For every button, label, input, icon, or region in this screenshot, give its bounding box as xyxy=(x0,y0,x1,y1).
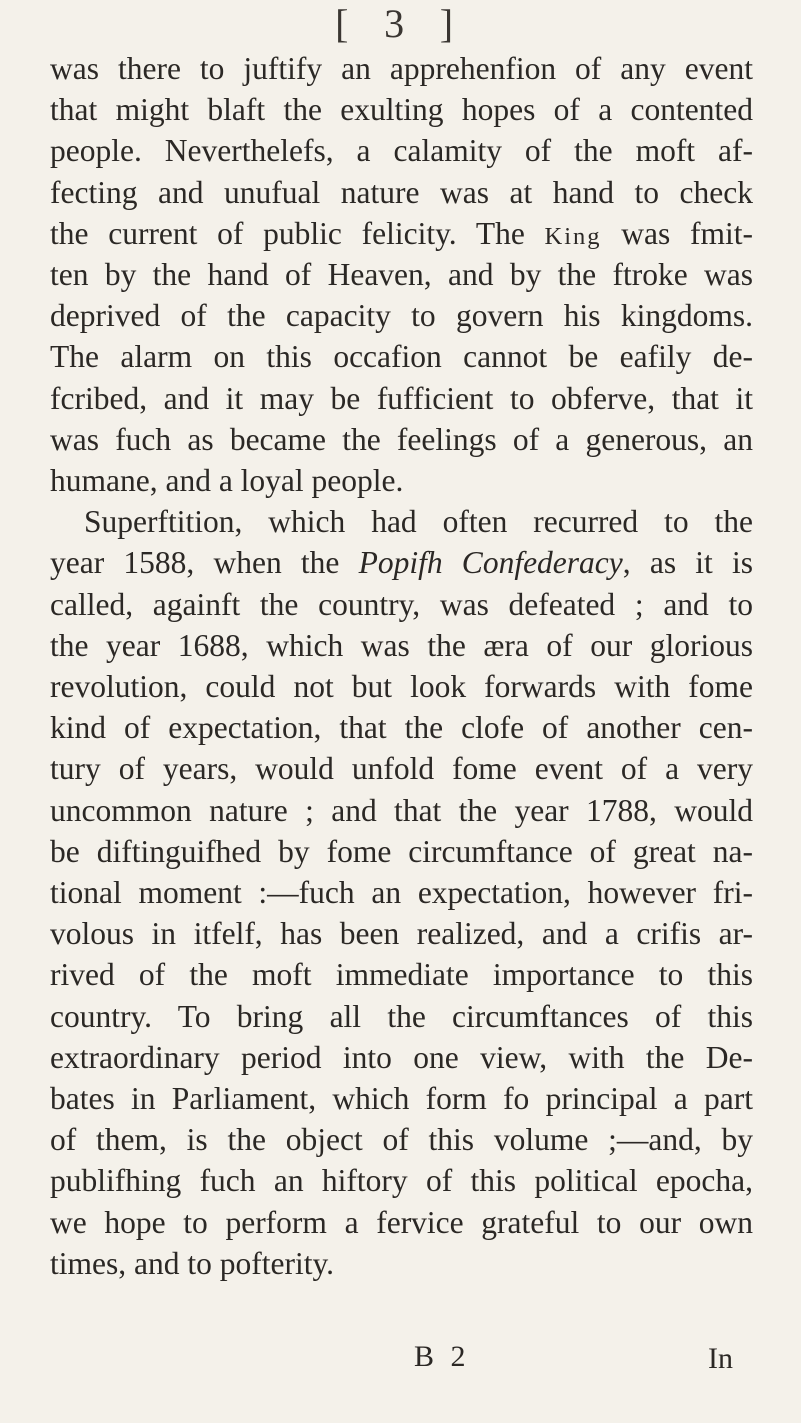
text-line xyxy=(50,89,753,131)
line-text: revolution, could not but look forwards with fome xyxy=(50,669,753,704)
text-line xyxy=(50,584,753,626)
italic-phrase: Popifh Confederacy xyxy=(358,545,623,581)
text-line xyxy=(50,130,753,172)
text-line xyxy=(50,748,753,790)
text-line xyxy=(50,996,753,1038)
text-line xyxy=(50,1078,753,1120)
text-line xyxy=(50,1037,753,1079)
line-text: fcribed, and it may be fufficient to obferve, that it xyxy=(50,380,753,416)
line-text: publifhing fuch an hiftory of this political epocha, xyxy=(50,1163,753,1199)
line-text: uncommon nature ; and that the year 1788, would xyxy=(50,792,753,828)
line-text: humane, and a loyal people. xyxy=(50,463,404,498)
page-number: [ 3 ] xyxy=(335,1,466,46)
line-text: Superftition, which had often recurred to the xyxy=(84,504,753,540)
text-line xyxy=(50,913,753,955)
line-text: year 1588, when the xyxy=(50,545,359,581)
line-text: of them, is the object of this volume ;—and, by xyxy=(50,1122,753,1158)
line-text: The alarm on this occafion cannot be eafily de- xyxy=(50,339,753,375)
line-text: the year 1688, which was the æra of our glorious xyxy=(50,627,753,663)
line-text: times, and to pofterity. xyxy=(50,1245,335,1281)
line-text: that might blaft the exulting hopes of a contented xyxy=(50,92,753,128)
line-text: tury of years, would unfold fome event of a very xyxy=(50,751,753,787)
text-line xyxy=(50,1202,753,1244)
line-text: was fmit- xyxy=(601,215,753,251)
text-line xyxy=(50,48,753,90)
line-text: ten by the hand of Heaven, and by the ftroke was xyxy=(50,257,753,292)
text-line xyxy=(50,790,753,832)
text-line xyxy=(84,501,753,543)
text-line xyxy=(50,666,753,708)
text-line xyxy=(50,378,753,420)
text-line xyxy=(50,831,753,873)
line-text: was fuch as became the feelings of a generous, an xyxy=(50,421,753,457)
line-text: deprived of the capacity to govern his kingdoms. xyxy=(50,298,753,334)
line-text: extraordinary period into one view, with the De- xyxy=(50,1039,753,1075)
line-text: called, againft the country, was defeated ; and to xyxy=(50,586,753,622)
text-line xyxy=(50,460,403,502)
line-text: people. Neverthelefs, a calamity of the moft af- xyxy=(50,133,753,169)
text-line xyxy=(50,1243,334,1285)
text-line xyxy=(50,419,753,461)
text-line xyxy=(50,625,753,667)
text-line xyxy=(50,872,753,914)
text-line xyxy=(50,1160,753,1202)
line-text: fecting and unufual nature was at hand to check xyxy=(50,174,753,210)
line-text: country. To bring all the circumftances of this xyxy=(50,998,753,1034)
signature-mark: B 2 xyxy=(414,1340,471,1373)
line-text: tional moment :—fuch an expectation, however fri- xyxy=(50,875,753,910)
catchword: In xyxy=(708,1342,733,1375)
line-text: kind of expectation, that the clofe of another cen- xyxy=(50,710,753,746)
line-text: was there to juftify an apprehenfion of any event xyxy=(50,51,753,86)
text-line xyxy=(50,213,753,255)
line-text: bates in Parliament, which form fo principal a part xyxy=(50,1081,753,1116)
line-text: , as it is xyxy=(622,545,753,581)
text-line xyxy=(50,707,753,749)
text-line xyxy=(50,295,753,337)
line-text: be diftinguifhed by fome circumftance of great na- xyxy=(50,833,753,869)
line-text: we hope to perform a fervice grateful to our own xyxy=(50,1204,753,1240)
text-line xyxy=(50,1119,753,1161)
line-text: volous in itfelf, has been realized, and a crifis ar- xyxy=(50,916,753,952)
small-caps-word: King xyxy=(544,222,602,250)
text-line xyxy=(50,172,753,214)
text-line xyxy=(50,542,753,584)
text-line xyxy=(50,954,753,996)
text-line xyxy=(50,254,753,296)
text-line xyxy=(50,336,753,378)
line-text: the current of public felicity. The xyxy=(50,215,545,251)
line-text: rived of the moft immediate importance to this xyxy=(50,957,753,993)
